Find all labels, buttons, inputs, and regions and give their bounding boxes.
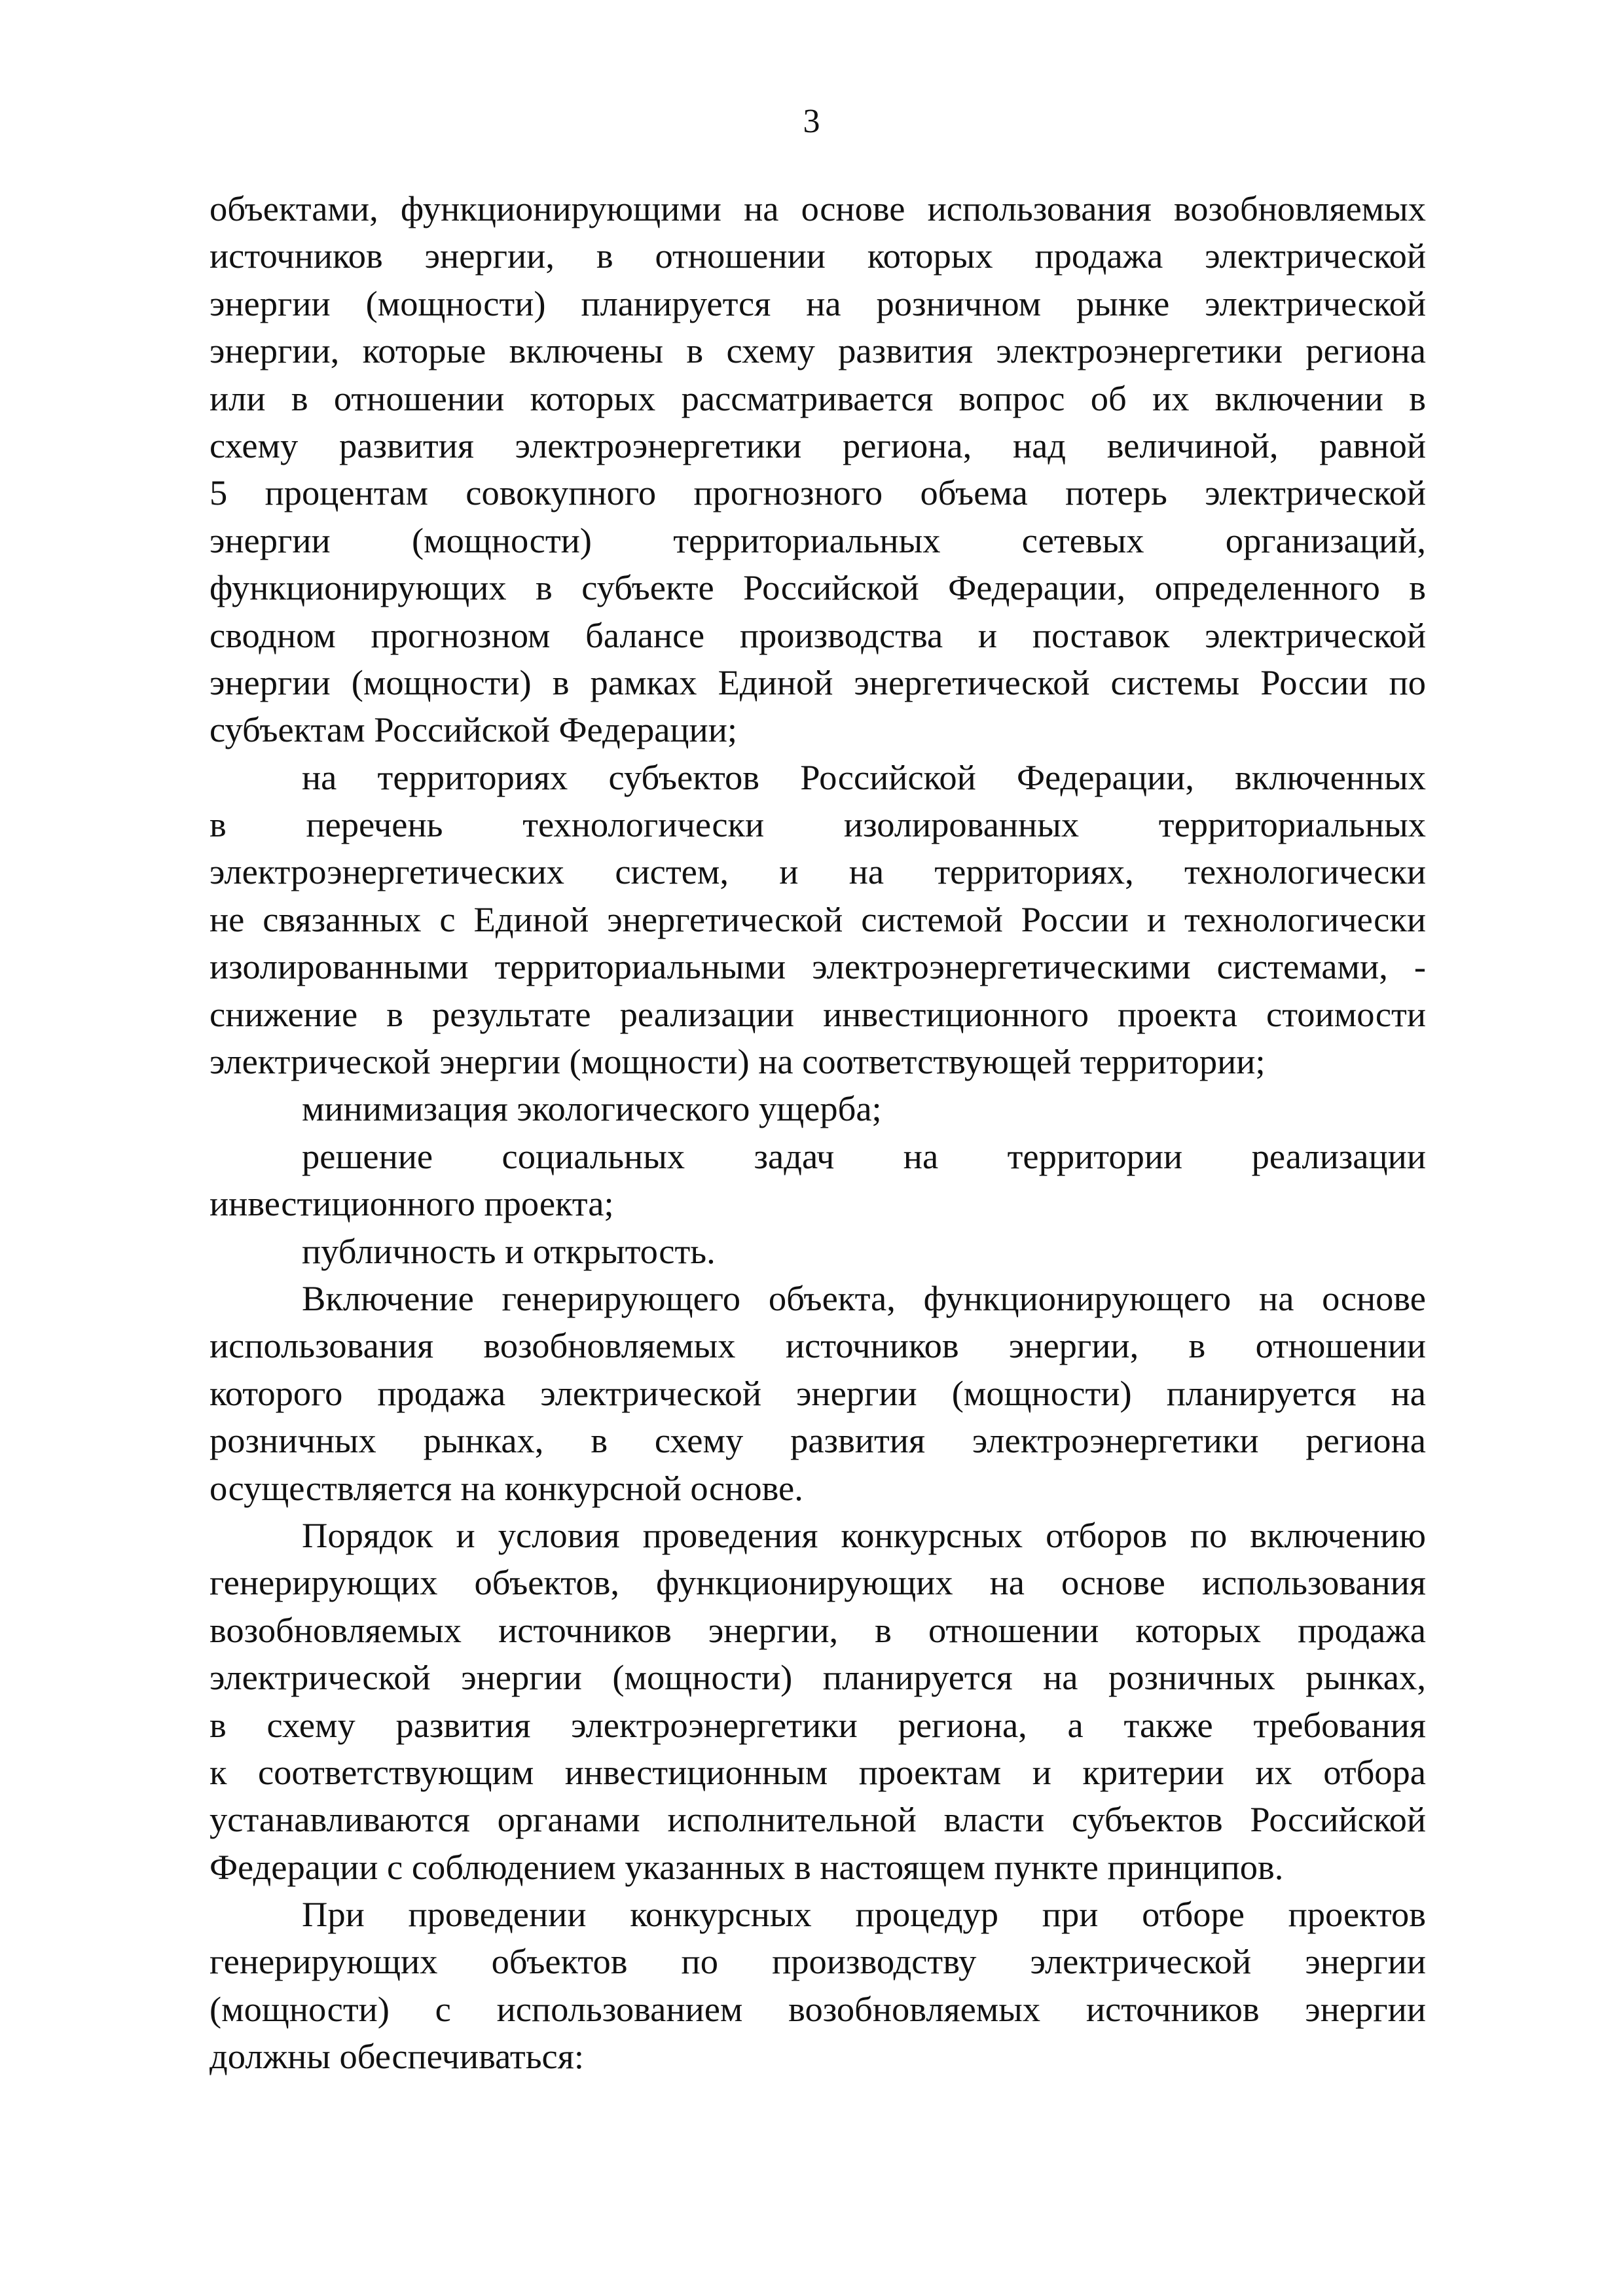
document-body — [210, 185, 1426, 2081]
text-line: Федерации с соблюдением указанных в настоящем пункте принципов. — [210, 1846, 1284, 1887]
text-line: возобновляемых источников энергии, в отношении которых продажа — [210, 1609, 1426, 1650]
text-line: инвестиционного проекта; — [210, 1183, 614, 1224]
text-line: публичность и открытость. — [302, 1230, 716, 1271]
text-line: к соответствующим инвестиционным проектам и критерии их отбора — [210, 1751, 1426, 1792]
text-line: источников энергии, в отношении которых продажа электрической — [210, 236, 1426, 276]
text-line: снижение в результате реализации инвестиционного проекта стоимости — [210, 994, 1426, 1034]
text-line: энергии, которые включены в схему развития электроэнергетики региона — [210, 331, 1426, 371]
text-line: электрической энергии (мощности) на соответствующей территории; — [210, 1041, 1266, 1082]
text-line: объектами, функционирующими на основе использования возобновляемых — [210, 188, 1426, 228]
text-line: Порядок и условия проведения конкурсных отборов по включению — [302, 1515, 1426, 1555]
text-line: минимизация экологического ущерба; — [302, 1088, 882, 1129]
text-line: генерирующих объектов по производству электрической энергии — [210, 1941, 1426, 1982]
text-line: которого продажа электрической энергии (мощности) планируется на — [210, 1372, 1426, 1413]
page-number: 3 — [803, 103, 820, 140]
text-line: энергии (мощности) планируется на розничном рынке электрической — [210, 283, 1426, 323]
text-line: При проведении конкурсных процедур при отборе проектов — [302, 1894, 1426, 1935]
text-line: электроэнергетических систем, и на территориях, технологически — [210, 852, 1426, 892]
text-line: использования возобновляемых источников энергии, в отношении — [210, 1325, 1426, 1366]
text-line: устанавливаются органами исполнительной власти субъектов Российской — [210, 1799, 1426, 1840]
text-line: осуществляется на конкурсной основе. — [210, 1467, 803, 1508]
text-line: генерирующих объектов, функционирующих на основе использования — [210, 1562, 1426, 1603]
text-line: схему развития электроэнергетики региона, над величиной, равной — [210, 425, 1426, 465]
text-line: в перечень технологически изолированных территориальных — [210, 804, 1426, 845]
text-line: решение социальных задач на территории реализации — [302, 1136, 1426, 1176]
text-line: функционирующих в субъекте Российской Федерации, определенного в — [210, 567, 1426, 608]
text-line: энергии (мощности) территориальных сетевых организаций, — [210, 520, 1426, 560]
text-line: в схему развития электроэнергетики региона, а также требования — [210, 1704, 1426, 1745]
text-line: розничных рынках, в схему развития электроэнергетики региона — [210, 1420, 1426, 1461]
text-line: должны обеспечиваться: — [210, 2036, 584, 2077]
text-line: или в отношении которых рассматривается вопрос об их включении в — [210, 378, 1426, 418]
text-line: энергии (мощности) в рамках Единой энергетической системы России по — [210, 662, 1426, 702]
text-line: изолированными территориальными электроэнергетическими системами, - — [210, 946, 1426, 987]
text-line: на территориях субъектов Российской Федерации, включенных — [302, 757, 1426, 797]
text-line: Включение генерирующего объекта, функционирующего на основе — [302, 1278, 1426, 1318]
text-line: не связанных с Единой энергетической системой России и технологически — [210, 899, 1426, 939]
text-line: электрической энергии (мощности) планируется на розничных рынках, — [210, 1657, 1426, 1698]
text-line: сводном прогнозном балансе производства и поставок электрической — [210, 615, 1426, 655]
text-line: субъектам Российской Федерации; — [210, 709, 738, 750]
text-line: 5 процентам совокупного прогнозного объема потерь электрической — [210, 473, 1426, 513]
text-line: (мощности) с использованием возобновляемых источников энергии — [210, 1988, 1426, 2029]
